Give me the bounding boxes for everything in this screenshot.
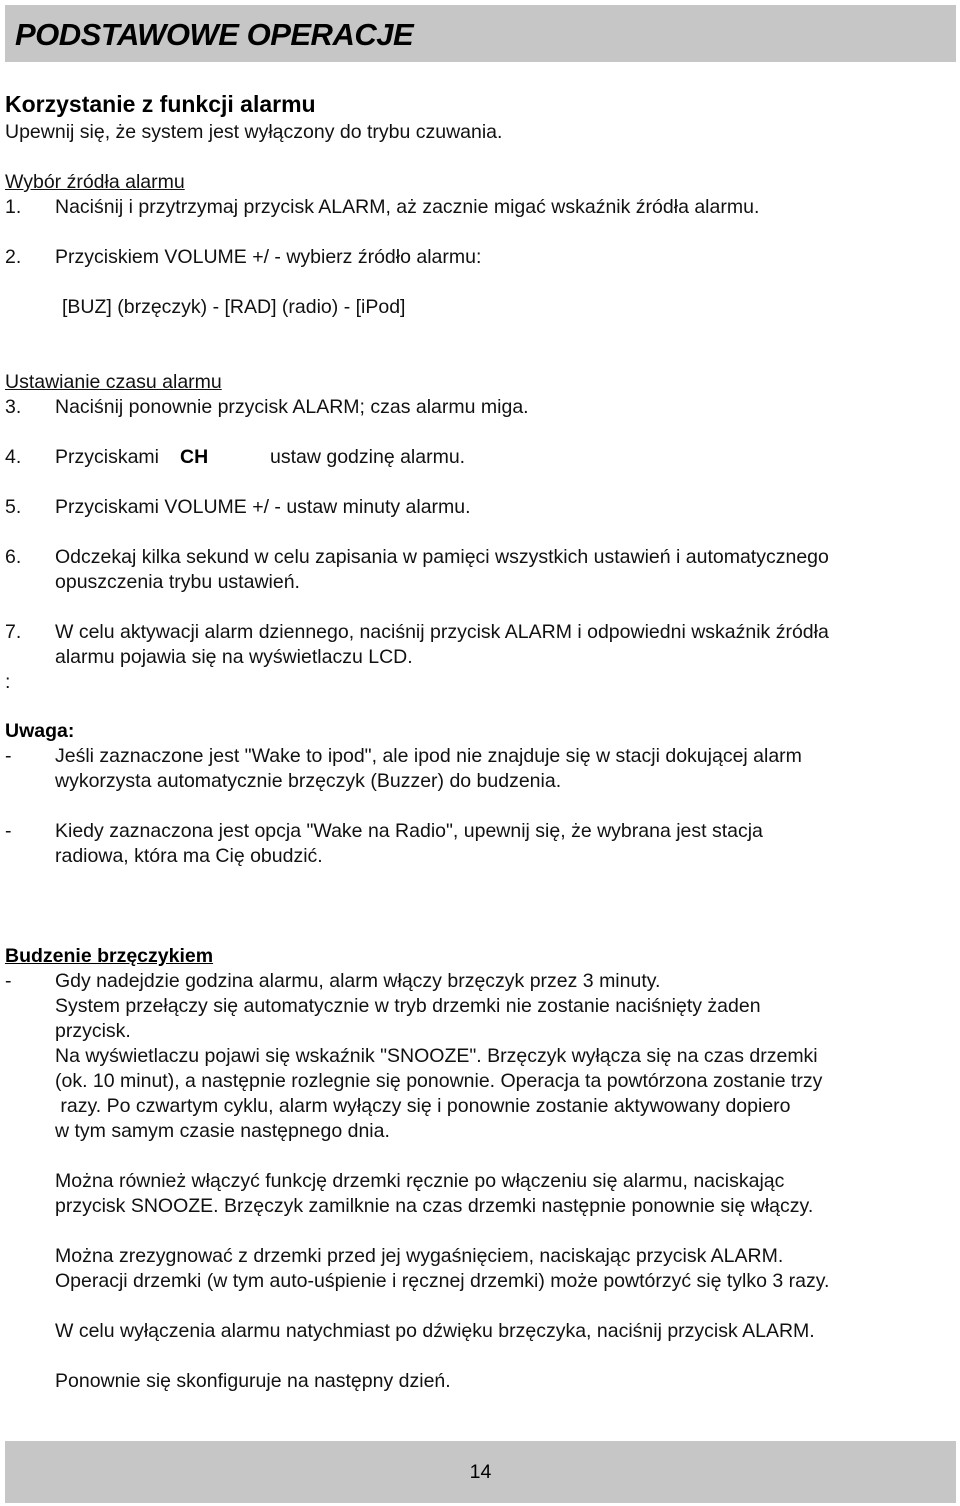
page-title: PODSTAWOWE OPERACJE [15,17,414,52]
buzzer-p1-line: System przełączy się automatycznie w tryb drzemki nie zostanie naciśnięty żaden [55,995,761,1017]
step-3-text: Naciśnij ponownie przycisk ALARM; czas alarmu miga. [55,396,529,418]
buzzer-p1-line: Gdy nadejdzie godzina alarmu, alarm włączy brzęczyk przez 3 minuty. [55,970,661,992]
stray-colon: : [5,671,11,693]
buzzer-p1-line: w tym samym czasie następnego dnia. [55,1120,390,1142]
step-7-text-line1: W celu aktywacji alarm dziennego, naciśnij przycisk ALARM i odpowiedni wskaźnik źródła [55,621,829,643]
alarm-source-heading: Wybór źródła alarmu [5,171,185,193]
note-1-line2: wykorzysta automatycznie brzęczyk (Buzzer) do budzenia. [55,770,562,792]
buzzer-p3-line: Operacji drzemki (w tym auto-uśpienie i ręcznej drzemki) może powtórzyć się tylko 3 razy. [55,1270,830,1292]
buzzer-p2-line: Można również włączyć funkcję drzemki ręcznie po włączeniu się alarmu, naciskając [55,1170,785,1192]
step-6-text-line1: Odczekaj kilka sekund w celu zapisania w pamięci wszystkich ustawień i automatycznego [55,546,829,568]
step-7-text-line2: alarmu pojawia się na wyświetlaczu LCD. [55,646,413,668]
buzzer-p4: W celu wyłączenia alarmu natychmiast po dźwięku brzęczyka, naciśnij przycisk ALARM. [55,1320,815,1342]
buzzer-p5: Ponownie się skonfiguruje na następny dzień. [55,1370,451,1392]
note-2-line1: Kiedy zaznaczona jest opcja "Wake na Radio", upewnij się, że wybrana jest stacja [55,820,763,842]
step-number: 1. [5,196,22,218]
ch-button-label: CH [180,446,209,468]
page-footer [5,1441,956,1503]
note-1-line1: Jeśli zaznaczone jest "Wake to ipod", ale ipod nie znajduje się w stacji dokującej alarm [55,745,802,767]
step-4-text-b: ustaw godzinę alarmu. [270,446,466,468]
step-6-text-line2: opuszczenia trybu ustawień. [55,571,300,593]
step-4-text-a: Przyciskami [55,446,160,468]
alarm-sources-list: [BUZ] (brzęczyk) - [RAD] (radio) - [iPod] [62,296,406,318]
note-2-line2: radiowa, która ma Cię obudzić. [55,845,323,867]
page-number: 14 [469,1461,492,1483]
alarm-section-title: Korzystanie z funkcji alarmu [5,91,316,117]
step-number: 5. [5,496,22,518]
alarm-intro: Upewnij się, że system jest wyłączony do trybu czuwania. [5,121,503,143]
step-1-text: Naciśnij i przytrzymaj przycisk ALARM, aż zacznie migać wskaźnik źródła alarmu. [55,196,760,218]
buzzer-p1-line: (ok. 10 minut), a następnie rozlegnie się ponownie. Operacja ta powtórzona zostanie trzy [55,1070,823,1092]
buzzer-section-title: Budzenie brzęczykiem [5,945,214,967]
bullet-dash: - [5,745,12,767]
bullet-dash: - [5,820,12,842]
buzzer-p2-line: przycisk SNOOZE. Brzęczyk zamilknie na czas drzemki następnie ponownie się włączy. [55,1195,814,1217]
page-header [5,5,956,62]
alarm-time-heading: Ustawianie czasu alarmu [5,371,222,393]
buzzer-p1-line: przycisk. [55,1020,131,1042]
step-number: 3. [5,396,22,418]
buzzer-p3-line: Można zrezygnować z drzemki przed jej wygaśnięciem, naciskając przycisk ALARM. [55,1245,784,1267]
step-5-text: Przyciskami VOLUME +/ - ustaw minuty alarmu. [55,496,471,518]
buzzer-p1-line: Na wyświetlaczu pojawi się wskaźnik "SNOOZE". Brzęczyk wyłącza się na czas drzemki [55,1045,818,1067]
step-number: 2. [5,246,22,268]
step-number: 6. [5,546,22,568]
step-2-text: Przyciskiem VOLUME +/ - wybierz źródło alarmu: [55,246,482,268]
step-number: 4. [5,446,22,468]
note-title: Uwaga: [5,720,75,742]
step-number: 7. [5,621,22,643]
buzzer-p1-line: razy. Po czwartym cyklu, alarm wyłączy się i ponownie zostanie aktywowany dopiero [55,1095,791,1117]
bullet-dash: - [5,970,12,992]
